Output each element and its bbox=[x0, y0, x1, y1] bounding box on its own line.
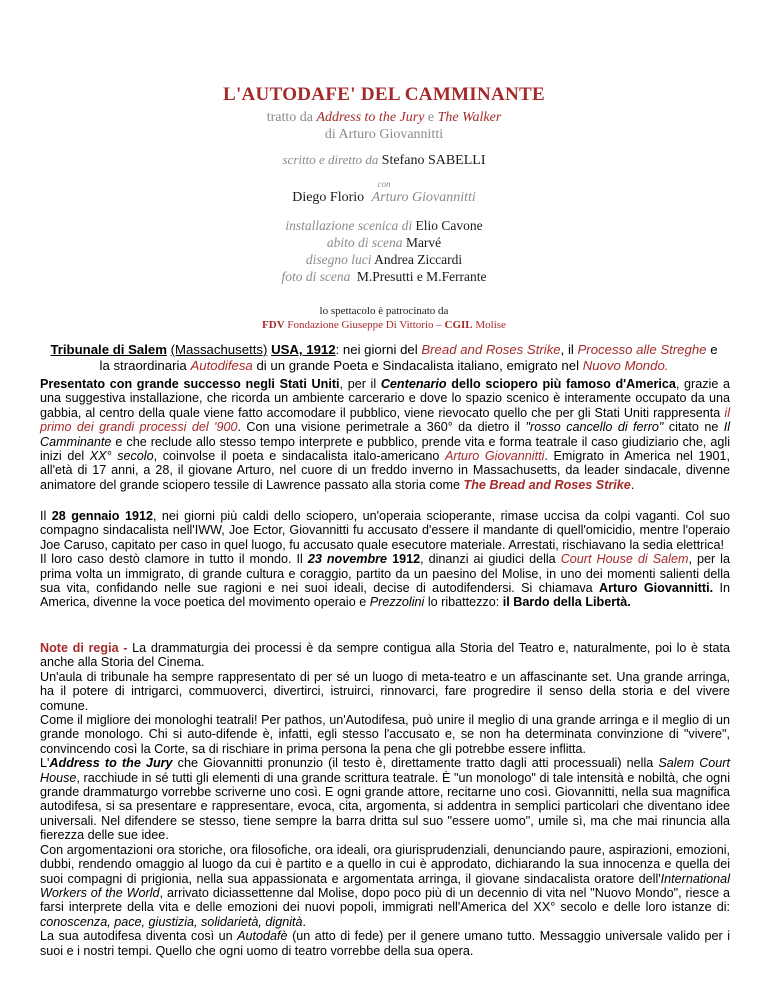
patron-organisation bbox=[0, 319, 768, 331]
intro-heading bbox=[0, 342, 768, 374]
credit-role-2: abito di scena bbox=[326, 235, 403, 250]
intro-state: (Massachusetts) bbox=[170, 342, 268, 357]
written-name: Stefano SABELLI bbox=[381, 153, 486, 168]
intro-text-2: , il bbox=[560, 342, 574, 357]
intro-new-world: Nuovo Mondo. bbox=[582, 358, 669, 373]
subtitle-and: e bbox=[427, 110, 435, 125]
notes-s6c: (un atto di fede) per il genere umano tutto. Messaggio universale valido per i suoi e i nostri tempi. Quello che ogni uomo di teatro vorrebbe della sua opera. bbox=[40, 929, 730, 958]
p1-k: e che reclude allo stesso tempo interprete e pubblico, prende vita e forma teatrale il caso giudiziario che, agli inizi del bbox=[40, 434, 731, 464]
subtitle-prefix: tratto da bbox=[266, 110, 313, 125]
paragraph-trial-history bbox=[40, 509, 730, 610]
p1-i: citato ne bbox=[668, 420, 719, 435]
intro-text-1: : nei giorni del bbox=[335, 342, 418, 357]
p2-date-2: 23 novembre bbox=[307, 552, 388, 567]
p2-m: lo ribattezzo: bbox=[427, 595, 500, 610]
p2-year: 1912 bbox=[392, 552, 421, 567]
intro-text-3: e bbox=[710, 342, 718, 357]
notes-s6a: La sua autodifesa diventa così un bbox=[40, 929, 233, 944]
cast-actor: Diego Florio bbox=[292, 190, 365, 205]
p2-g: , dinanzi ai giudici della bbox=[420, 552, 556, 567]
subtitle-work-2: The Walker bbox=[437, 110, 502, 125]
credit-name-3: Andrea Ziccardi bbox=[374, 252, 463, 267]
patron-fdv: FDV bbox=[262, 319, 285, 331]
credit-role-3: disegno luci bbox=[305, 252, 372, 267]
credit-name-4: M.Presutti e M.Ferrante bbox=[356, 269, 487, 284]
notes-address: Address to the Jury bbox=[49, 756, 173, 771]
p2-bard: il Bardo della Libertà. bbox=[502, 595, 631, 610]
intro-defense: Autodifesa bbox=[190, 358, 253, 373]
paragraph-presentation bbox=[40, 377, 730, 492]
credit-line-2 bbox=[0, 235, 768, 251]
credit-name-2: Marvé bbox=[405, 235, 442, 250]
author-line: di Arturo Giovannitti bbox=[324, 127, 444, 142]
notes-s5e: . bbox=[302, 914, 307, 929]
notes-s4a: L' bbox=[40, 756, 50, 771]
patron-foundation: Fondazione Giuseppe Di Vittorio – bbox=[287, 319, 442, 331]
notes-iww: International Workers of the World bbox=[40, 871, 730, 900]
p2-date-1: 28 gennaio 1912 bbox=[51, 509, 153, 523]
p1-m: , coinvolse il poeta e sindacalista italo-americano bbox=[153, 449, 440, 464]
p1-e: , grazie a una suggestiva installazione, che ricorda un ambiente carcerario e dove lo spazio scenico è interamente occupato da una gabbia, al centro della quale viene fatto accomodare il pubblico, viene rievocato quello che per gli Stati Uniti rappresenta bbox=[40, 377, 731, 420]
play-title: L'AUTODAFE' DEL CAMMINANTE bbox=[222, 84, 546, 105]
p1-giovannitti: Arturo Giovannitti bbox=[444, 449, 545, 464]
credit-role-1: installazione scenica di bbox=[285, 218, 413, 233]
intro-strike: Bread and Roses Strike bbox=[421, 342, 561, 357]
notes-s4c: che Giovannitti pronunzio (il testo è, direttamente tratto dagli atti processuali) nella bbox=[177, 756, 654, 771]
p1-a: Presentato con grande successo negli Stati Uniti bbox=[40, 377, 340, 391]
notes-s4e: , racchiude in sé tutti gli elementi di una grande scrittura teatrale. È "un monologo" di tale intensità e nobiltà, che ogni grande drammaturgo vorrebbe scriverne uno così. E ogni grande attore, recitarne uno così. Giovannitti, nella sua magnifica autodifesa, si sa presentare e rappresentare, evoca, cita, argomenta, si addentra in semplici particolari che diventano idee universali. Nel difendere se stesso, tiene sempre la barra dritta sul suo "essere uomo", umile sì, ma che mai rinuncia alla fierezza delle sue idee. bbox=[40, 770, 730, 843]
notes-s3: Come il migliore dei monologhi teatrali! Per pathos, un'Autodifesa, può unire il meglio di una grande arringa e il meglio di un grande monologo. Chi si auto-difende è, infatti, egli stesso l'accusato e, se non ha determinata convinzione di "vivere", convincendo così la Corte, sa di rischiare in prima persona la pena che gli potrebbe essere inflitta. bbox=[40, 713, 730, 756]
p2-prezzolini: Prezzolini bbox=[369, 595, 425, 610]
subtitle-line bbox=[0, 110, 768, 126]
cast-role: Arturo Giovannitti bbox=[371, 190, 476, 205]
p2-court-house: Court House di Salem bbox=[560, 552, 689, 567]
cast-line bbox=[0, 190, 768, 206]
p2-c: , nei giorni più caldi dello sciopero, un'operaia scioperante, rimase uccisa da colpi vaganti. Col suo compagno sindacalista nell'IWW, Joe Ector, Giovannitti fu accusato d'essere il mandante di quell'omicidio, mentre l'operaio Joe Caruso, capitato per caso in quel luogo, fu accusato quale esecutore materiale. Arrestati, rischiavano la sedia elettrica! bbox=[40, 509, 730, 552]
with-label: con bbox=[377, 179, 391, 189]
p1-century: XX° secolo bbox=[89, 449, 154, 464]
intro-text-5: di un grande Poeta e Sindacalista italiano, emigrato nel bbox=[256, 358, 580, 373]
intro-country-year: USA, 1912 bbox=[271, 342, 336, 357]
subtitle-work-1: Address to the Jury bbox=[316, 110, 425, 125]
notes-s2: Un'aula di tribunale ha sempre rappresentato di per sé un luogo di meta-teatro e un affascinante set. Una grande arringa, ha il potere di intrigarci, commuoverci, divertirci, istruirci, rinnovarci, fare progredire il senso della storia e del vivere comune. bbox=[40, 669, 730, 713]
p1-o: . Emigrato in America nel 1901, all'età di 17 anni, a 28, il giovane Arturo, nel cuore di un freddo inverno in Massachusetts, da leader sindacale, divenne animatore del grande sciopero tessile di Lawrence passato alla storia come bbox=[40, 449, 730, 492]
p2-d: Il loro caso destò clamore in tutto il mondo. Il bbox=[40, 552, 303, 567]
notes-s1: La drammaturgia dei processi è da sempre contigua alla Storia del Teatro e, naturalmente, poi lo è stata anche alla Storia del Cinema. bbox=[40, 641, 731, 670]
p1-bread-roses: The Bread and Roses Strike bbox=[463, 477, 631, 492]
written-directed-line bbox=[0, 152, 768, 169]
notes-s5a: Con argomentazioni ora storiche, ora filosofiche, ora ideali, ora giurisprudenziali, denunciando paure, aspirazioni, emozioni, dubbi, rendendo omaggio al luogo da cui è partito e a quello in cui è approdato, dichiarando la sua innocenza e quella dei suoi compagni di prigionia, nella sua appassionata e argomentata arringa, il giovane sindacalista oratore dell' bbox=[40, 842, 730, 886]
p1-red-gate: "rosso cancello di ferro" bbox=[525, 420, 664, 435]
notes-salem: Salem Court House bbox=[40, 756, 730, 785]
credit-role-4: foto di scena bbox=[281, 269, 351, 284]
credit-line-4 bbox=[0, 269, 768, 285]
p1-b: , per il bbox=[339, 377, 377, 391]
credit-name-1: Elio Cavone bbox=[415, 218, 483, 233]
patron-cgil: CGIL bbox=[444, 319, 473, 331]
p2-a: Il bbox=[40, 509, 47, 523]
p1-q: . bbox=[630, 477, 635, 492]
credit-line-3 bbox=[0, 252, 768, 268]
notes-autodafe: Autodafè bbox=[237, 929, 288, 944]
patron-line: lo spettacolo è patrocinato da bbox=[319, 305, 449, 317]
intro-trials: Processo alle Streghe bbox=[577, 342, 707, 357]
intro-place: Tribunale di Salem bbox=[50, 342, 167, 357]
p1-il-camminante: Il Camminante bbox=[40, 420, 731, 449]
notes-label: Note di regia - bbox=[40, 641, 128, 655]
p2-i: , per la prima volta un immigrato, di grande cultura e coraggio, partito da un paesino del Molise, in uno dei momenti salienti della sua vita, confidando nelle sue ragioni e nei suoi ideali, decise di autodifendersi. Si chiamava bbox=[40, 552, 730, 596]
credit-line-1 bbox=[0, 218, 768, 234]
p1-centenario: Centenario bbox=[380, 377, 447, 391]
p2-k: In America, divenne la voce poetica del movimento operaio e bbox=[40, 581, 730, 610]
notes-s5c: , arrivato diciassettenne dal Molise, dopo poco più di un decennio di vita nel "Nuovo Mondo", riesce a farsi interprete della vita e delle emozioni dei nuovi popoli, immigrati nell'America del XX° secolo e delle loro istanze di: bbox=[40, 885, 730, 915]
director-notes bbox=[40, 641, 730, 958]
patron-molise: Molise bbox=[475, 319, 506, 331]
written-role: scritto e diretto da bbox=[282, 152, 379, 167]
intro-text-4: la straordinaria bbox=[99, 358, 187, 373]
p2-giovannitti: Arturo Giovannitti. bbox=[599, 581, 714, 596]
p1-d: dello sciopero più famoso d'America bbox=[451, 377, 676, 391]
notes-values: conoscenza, pace, giustizia, solidarietà, dignità bbox=[40, 914, 303, 929]
p1-g: . Con una visione perimetrale a 360° da dietro il bbox=[237, 420, 521, 435]
p1-first-trial: il primo dei grandi processi del '900 bbox=[40, 405, 730, 435]
